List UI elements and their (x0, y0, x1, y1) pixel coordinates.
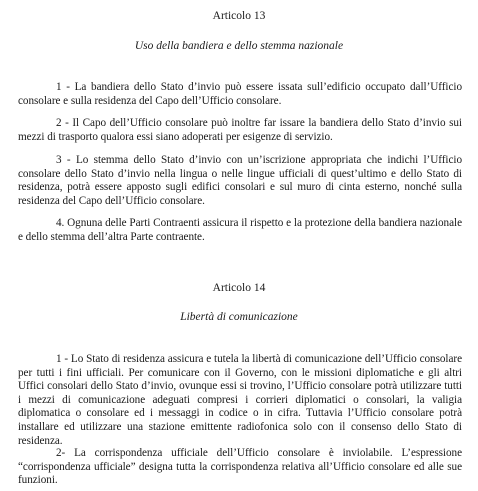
article-13-paragraph-4: 4. Ognuna delle Parti Contraenti assicura il rispetto e la protezione della bandiera nazionale e dello stemma dell’altra Parte contraente. (18, 217, 462, 243)
article-13-heading: Articolo 13 (212, 10, 266, 22)
article-13-paragraph-2: 2 - Il Capo dell’Ufficio consolare può inoltre far issare la bandiera dello Stato d’invio sui mezzi di trasporto qualora essi siano adoperati per esigenze di servizio. (18, 117, 462, 143)
article-14-heading: Articolo 14 (212, 282, 266, 294)
article-13-subtitle: Uso della bandiera e dello stemma nazionale (134, 40, 344, 52)
article-13-paragraph-3: 3 - Lo stemma dello Stato d’invio con un’iscrizione appropriata che indichi l’Ufficio consolare dello Stato d’invio nella lingua o nelle lingue ufficiali di quest’ultimo e dello Stato di residenza, potrà essere apposto sugli edifici consolari e sul muro di cinta esterno, nonché sulla residenza del Capo dell’Ufficio consolare. (18, 154, 462, 207)
article-14-paragraph-2: 2- La corrispondenza ufficiale dell’Ufficio consolare è inviolabile. L’espressione “corrispondenza ufficiale” designa tutta la corrispondenza relativa all’Ufficio consolare ed alle sue funzioni. (18, 447, 462, 487)
article-14-subtitle: Libertà di comunicazione (180, 311, 298, 323)
article-13-paragraph-1: 1 - La bandiera dello Stato d’invio può essere issata sull’edificio occupato dall’Ufficio consolare e sulla residenza del Capo dell’Ufficio consolare. (18, 81, 462, 107)
article-14-paragraph-1: 1 - Lo Stato di residenza assicura e tutela la libertà di comunicazione dell’Ufficio consolare per tutti i fini ufficiali. Per comunicare con il Governo, con le missioni diplomatiche e gli altri Uffici consolari dello Stato d’invio, ovunque essi si trovino, l’Ufficio consolare potrà utilizzare tutti i mezzi di comunicazione adeguati compresi i corrieri diplomatici o consolari, la valigia diplomatica o consolare ed i messaggi in codice o in cifra. Tuttavia l’Ufficio consolare potrà installare ed utilizzare una stazione emittente radiofonica solo con il consenso dello Stato di residenza. (18, 353, 462, 447)
